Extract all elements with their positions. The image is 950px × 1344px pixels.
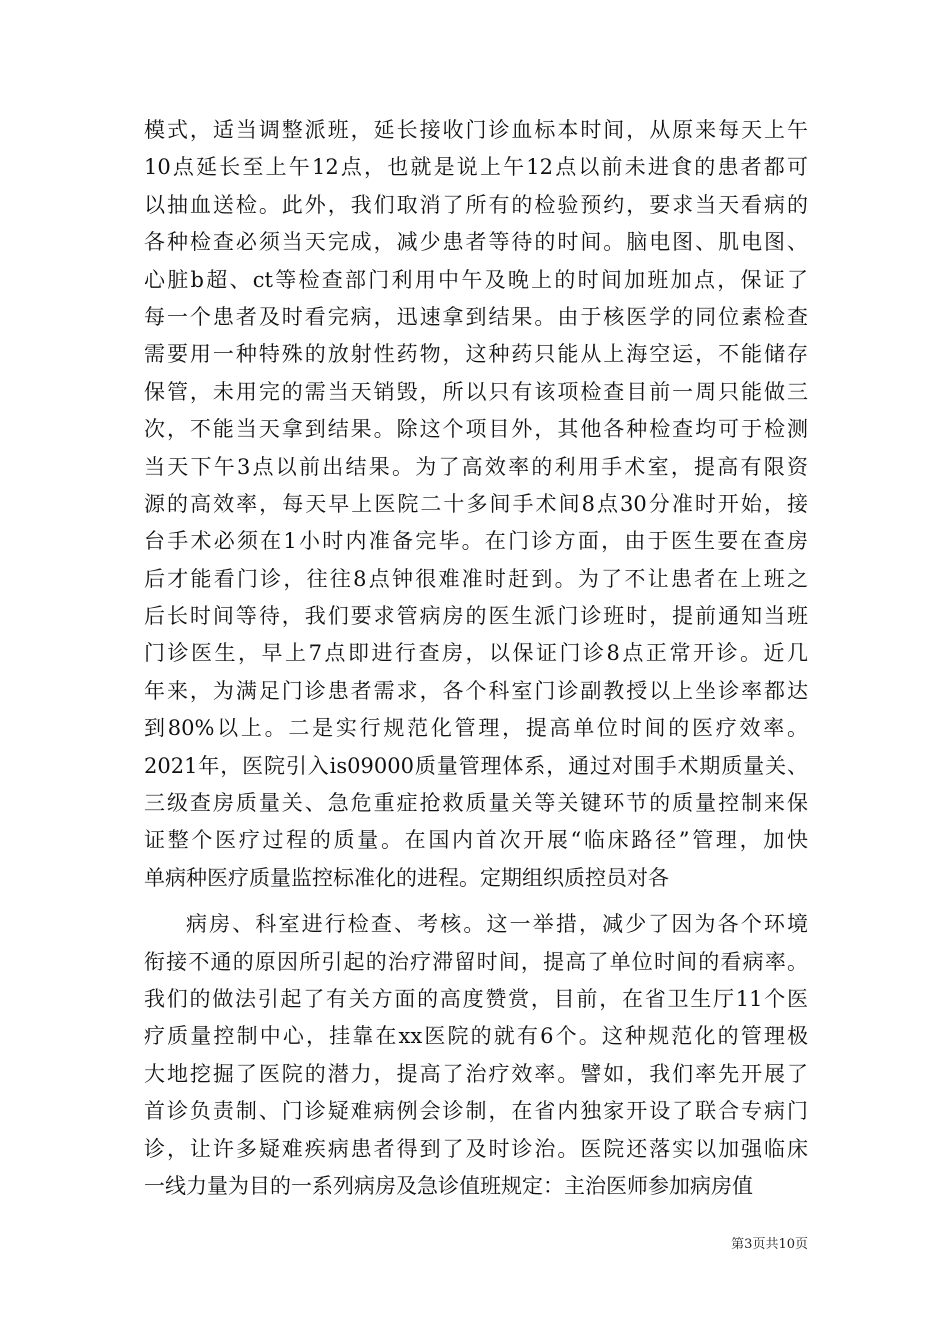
- text-line: 10点延长至上午12点，也就是说上午12点以前未进食的患者都可: [144, 155, 808, 180]
- text-line: 一线力量为目的一系列病房及急诊值班规定：主治医师参加病房值: [144, 1173, 753, 1198]
- text-line: 保管，未用完的需当天销毁，所以只有该项检查目前一周只能做三: [144, 379, 808, 404]
- text-line: 衔接不通的原因所引起的治疗滞留时间，提高了单位时间的看病率。: [144, 949, 808, 974]
- text-line: 次，不能当天拿到结果。除这个项目外，其他各种检查均可于检测: [144, 417, 808, 442]
- text-line: 疗质量控制中心，挂靠在xx医院的就有6个。这种规范化的管理极: [144, 1024, 808, 1049]
- text-line: 大地挖掘了医院的潜力，提高了治疗效率。譬如，我们率先开展了: [144, 1061, 808, 1086]
- text-line: 2021年，医院引入is09000质量管理体系，通过对围手术期质量关、: [144, 753, 808, 778]
- text-line: 病房、科室进行检查、考核。这一举措，减少了因为各个环境: [186, 912, 808, 937]
- text-line: 每一个患者及时看完病，迅速拿到结果。由于核医学的同位素检查: [144, 304, 808, 329]
- text-line: 门诊医生，早上7点即进行查房，以保证门诊8点正常开诊。近几: [144, 641, 808, 666]
- text-line: 需要用一种特殊的放射性药物，这种药只能从上海空运，不能储存: [144, 342, 808, 367]
- text-line: 模式，适当调整派班，延长接收门诊血标本时间，从原来每天上午: [144, 118, 808, 142]
- text-line: 证整个医疗过程的质量。在国内首次开展“临床路径”管理，加快: [144, 828, 808, 853]
- body-text: [144, 112, 808, 1205]
- text-line: 到80%以上。二是实行规范化管理，提高单位时间的医疗效率。: [144, 716, 808, 741]
- paragraph-1: [144, 112, 808, 897]
- text-line: 源的高效率，每天早上医院二十多间手术间8点30分准时开始，接: [144, 491, 808, 516]
- text-line: 后长时间等待，我们要求管病房的医生派门诊班时，提前通知当班: [144, 604, 808, 629]
- text-line: 当天下午3点以前出结果。为了高效率的利用手术室，提高有限资: [144, 454, 808, 479]
- text-line: 三级查房质量关、急危重症抢救质量关等关键环节的质量控制来保: [144, 791, 808, 816]
- text-line: 年来，为满足门诊患者需求，各个科室门诊副教授以上坐诊率都达: [144, 678, 808, 703]
- text-line: 诊，让许多疑难疾病患者得到了及时诊治。医院还落实以加强临床: [144, 1136, 808, 1161]
- text-line: 心脏b超、ct等检查部门利用中午及晚上的时间加班加点，保证了: [144, 267, 808, 292]
- paragraph-gap: [144, 897, 808, 906]
- text-line: 台手术必须在1小时内准备完毕。在门诊方面，由于医生要在查房: [144, 529, 808, 554]
- paragraph-2: [144, 906, 808, 1205]
- text-line: 我们的做法引起了有关方面的高度赞赏，目前，在省卫生厅11个医: [144, 986, 808, 1011]
- text-line: 以抽血送检。此外，我们取消了所有的检验预约，要求当天看病的: [144, 192, 808, 217]
- text-line: 首诊负责制、门诊疑难病例会诊制，在省内独家开设了联合专病门: [144, 1099, 808, 1124]
- page-number: 第3页共10页: [731, 1237, 808, 1252]
- text-line: 各种检查必须当天完成，减少患者等待的时间。脑电图、肌电图、: [144, 230, 808, 255]
- text-line: 单病种医疗质量监控标准化的进程。定期组织质控员对各: [144, 865, 669, 890]
- text-line: 后才能看门诊，往往8点钟很难准时赶到。为了不让患者在上班之: [144, 566, 808, 591]
